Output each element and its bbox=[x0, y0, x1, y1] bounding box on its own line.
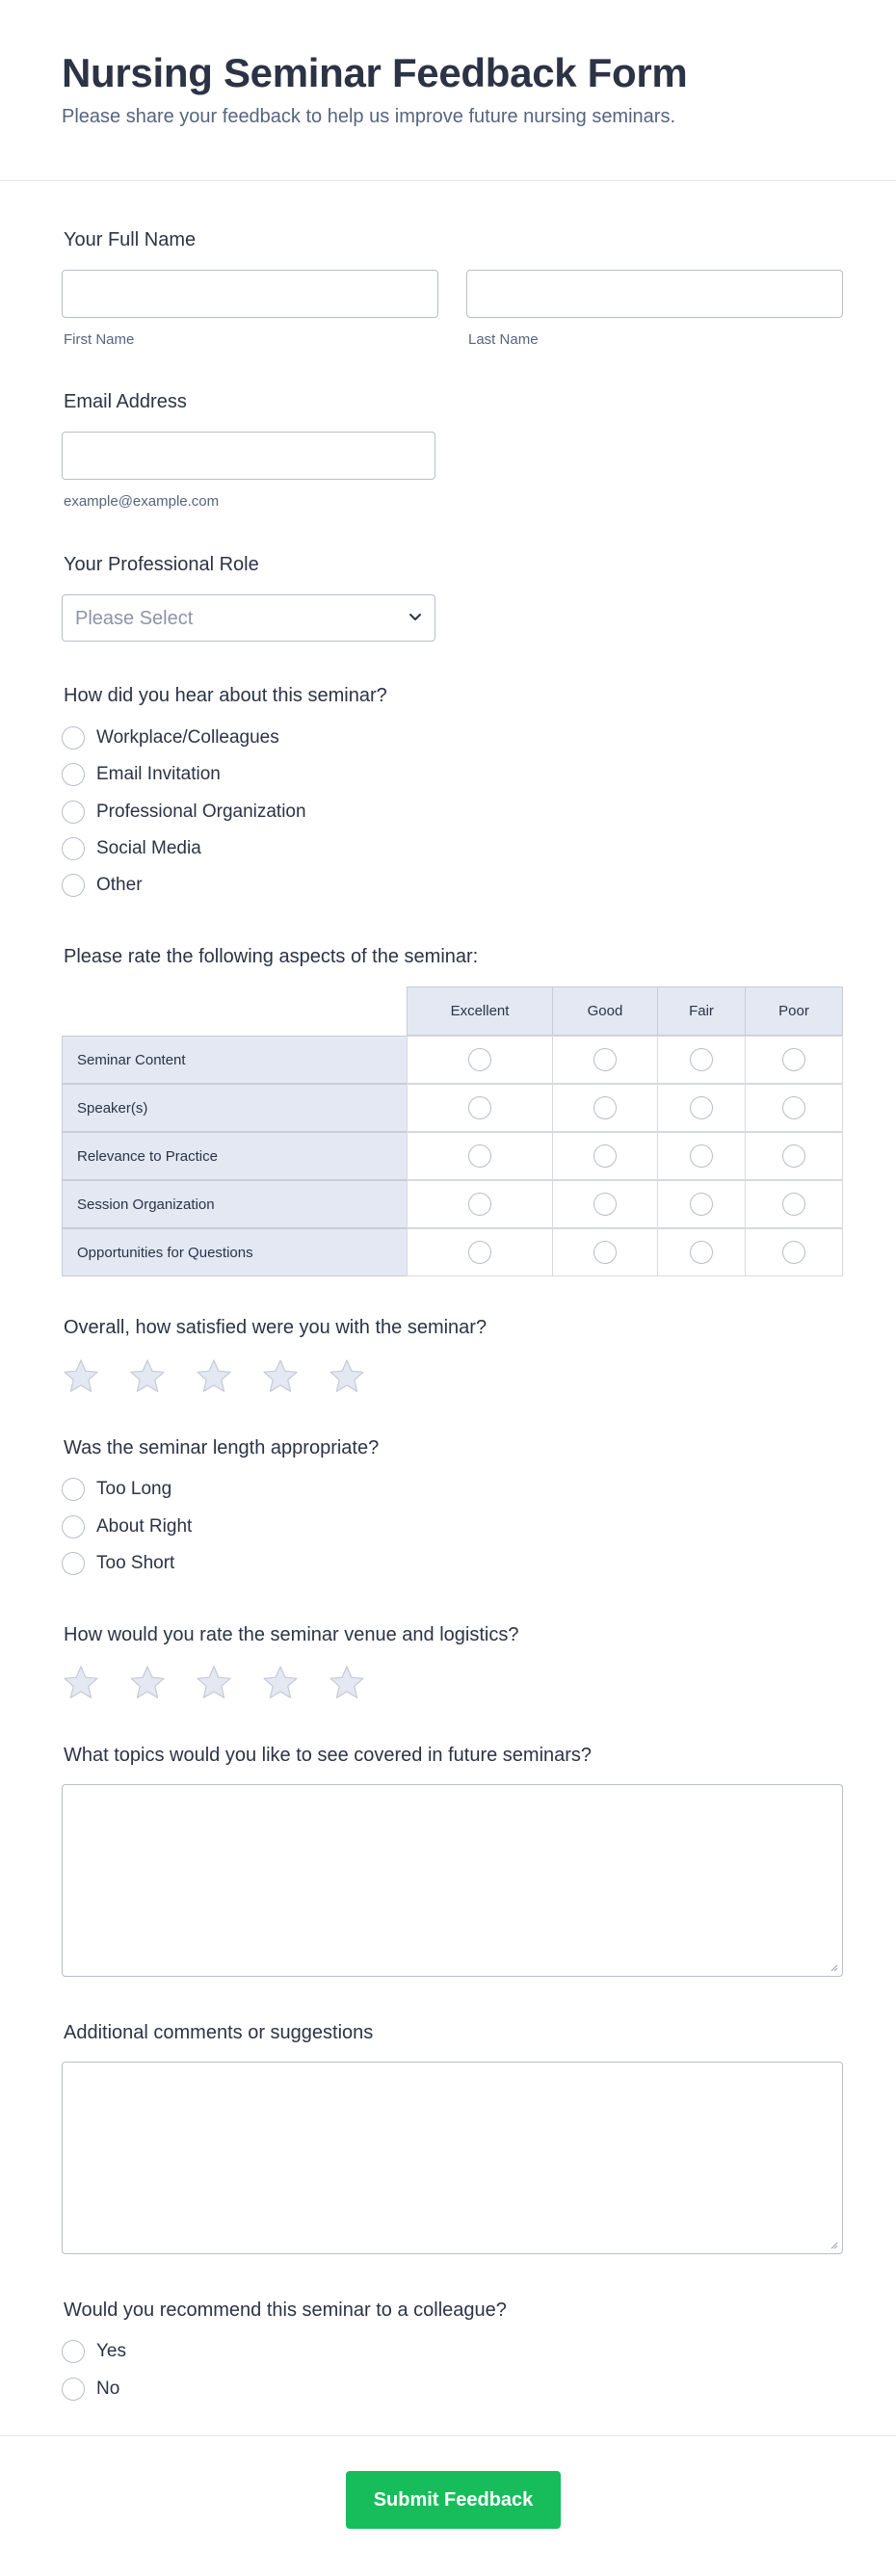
matrix-cell[interactable] bbox=[552, 1228, 658, 1276]
matrix-radio-button[interactable] bbox=[593, 1096, 617, 1119]
matrix-radio-button[interactable] bbox=[468, 1048, 491, 1071]
matrix-radio-button[interactable] bbox=[782, 1048, 805, 1071]
matrix-cell[interactable] bbox=[745, 1084, 843, 1132]
resize-grip-icon[interactable] bbox=[829, 1962, 838, 1972]
radio-button[interactable] bbox=[62, 763, 85, 786]
matrix-cell[interactable] bbox=[552, 1180, 658, 1228]
role-select-value: Please Select bbox=[75, 608, 194, 629]
heard-about-label: How did you hear about this seminar? bbox=[64, 685, 387, 706]
chevron-down-icon bbox=[406, 607, 425, 626]
rating-matrix-label: Please rate the following aspects of the seminar: bbox=[64, 946, 479, 967]
star-icon[interactable] bbox=[261, 1357, 300, 1396]
full-name-label: Your Full Name bbox=[64, 229, 197, 250]
matrix-cell[interactable] bbox=[407, 1084, 553, 1132]
matrix-radio-button[interactable] bbox=[593, 1144, 617, 1168]
matrix-cell[interactable] bbox=[552, 1084, 658, 1132]
recommend-option[interactable] bbox=[62, 2376, 119, 2403]
matrix-column-header: Excellent bbox=[407, 986, 553, 1036]
star-icon[interactable] bbox=[128, 1357, 167, 1396]
matrix-column-header: Good bbox=[552, 986, 658, 1036]
matrix-radio-button[interactable] bbox=[690, 1144, 713, 1168]
heard-about-option-label: Other bbox=[96, 875, 143, 895]
matrix-radio-button[interactable] bbox=[782, 1193, 805, 1216]
matrix-cell[interactable] bbox=[657, 1228, 746, 1276]
future-topics-textarea[interactable] bbox=[62, 1784, 843, 1977]
heard-about-option[interactable] bbox=[62, 835, 201, 862]
satisfaction-star-rating bbox=[62, 1357, 394, 1396]
star-icon[interactable] bbox=[328, 1664, 366, 1702]
matrix-row-label: Seminar Content bbox=[62, 1036, 408, 1084]
matrix-row-label: Opportunities for Questions bbox=[62, 1228, 408, 1276]
matrix-row-label: Session Organization bbox=[62, 1180, 408, 1228]
last-name-sublabel: Last Name bbox=[468, 331, 539, 348]
heard-about-option-label: Workplace/Colleagues bbox=[96, 727, 279, 748]
matrix-radio-button[interactable] bbox=[468, 1241, 491, 1264]
matrix-radio-button[interactable] bbox=[690, 1193, 713, 1216]
matrix-radio-button[interactable] bbox=[690, 1048, 713, 1071]
matrix-column-header: Poor bbox=[745, 986, 843, 1036]
matrix-cell[interactable] bbox=[745, 1036, 843, 1084]
length-option-label: About Right bbox=[96, 1516, 193, 1537]
star-icon[interactable] bbox=[195, 1357, 233, 1396]
heard-about-option[interactable] bbox=[62, 761, 221, 788]
radio-button[interactable] bbox=[62, 801, 85, 824]
comments-label: Additional comments or suggestions bbox=[64, 2022, 374, 2043]
matrix-cell[interactable] bbox=[657, 1180, 746, 1228]
heard-about-option[interactable] bbox=[62, 872, 143, 899]
matrix-cell[interactable] bbox=[745, 1132, 843, 1180]
matrix-row-label: Speaker(s) bbox=[62, 1084, 408, 1132]
length-label: Was the seminar length appropriate? bbox=[64, 1437, 380, 1459]
star-icon[interactable] bbox=[62, 1664, 100, 1702]
length-option-label: Too Short bbox=[96, 1553, 175, 1573]
radio-button[interactable] bbox=[62, 1515, 85, 1538]
matrix-radio-button[interactable] bbox=[593, 1241, 617, 1264]
radio-button[interactable] bbox=[62, 2340, 85, 2363]
email-input[interactable] bbox=[62, 432, 435, 480]
matrix-radio-button[interactable] bbox=[782, 1241, 805, 1264]
length-option[interactable] bbox=[62, 1513, 192, 1540]
resize-grip-icon[interactable] bbox=[829, 2240, 838, 2249]
heard-about-option-label: Email Invitation bbox=[96, 764, 221, 784]
email-sublabel: example@example.com bbox=[64, 493, 220, 510]
star-icon[interactable] bbox=[62, 1357, 100, 1396]
length-option[interactable] bbox=[62, 1476, 171, 1503]
radio-button[interactable] bbox=[62, 2378, 85, 2401]
role-select[interactable] bbox=[62, 594, 435, 642]
rating-matrix bbox=[62, 986, 843, 1275]
star-icon[interactable] bbox=[261, 1664, 300, 1702]
matrix-radio-button[interactable] bbox=[593, 1048, 617, 1071]
matrix-radio-button[interactable] bbox=[468, 1096, 491, 1119]
radio-button[interactable] bbox=[62, 1552, 85, 1575]
length-option-label: Too Long bbox=[96, 1479, 172, 1499]
star-icon[interactable] bbox=[328, 1357, 366, 1396]
matrix-radio-button[interactable] bbox=[782, 1144, 805, 1168]
comments-textarea[interactable] bbox=[62, 2062, 843, 2254]
first-name-sublabel: First Name bbox=[64, 331, 135, 348]
matrix-row-label: Relevance to Practice bbox=[62, 1132, 408, 1180]
last-name-input[interactable] bbox=[466, 270, 843, 318]
first-name-input[interactable] bbox=[62, 270, 438, 318]
recommend-option-label: Yes bbox=[96, 2341, 126, 2361]
heard-about-option[interactable] bbox=[62, 724, 279, 751]
recommend-option[interactable] bbox=[62, 2338, 126, 2365]
matrix-cell[interactable] bbox=[407, 1132, 553, 1180]
matrix-radio-button[interactable] bbox=[782, 1096, 805, 1119]
matrix-column-header: Fair bbox=[657, 986, 746, 1036]
matrix-cell[interactable] bbox=[407, 1228, 553, 1276]
heard-about-option[interactable] bbox=[62, 799, 306, 826]
radio-button[interactable] bbox=[62, 726, 85, 749]
form-subtitle: Please share your feedback to help us improve future nursing seminars. bbox=[62, 106, 676, 127]
heard-about-option-label: Professional Organization bbox=[96, 802, 306, 822]
form-header bbox=[0, 0, 896, 181]
venue-star-rating bbox=[62, 1664, 394, 1702]
matrix-cell[interactable] bbox=[657, 1036, 746, 1084]
role-label: Your Professional Role bbox=[64, 554, 259, 575]
email-label: Email Address bbox=[64, 391, 187, 412]
matrix-radio-button[interactable] bbox=[593, 1193, 617, 1216]
matrix-cell[interactable] bbox=[407, 1180, 553, 1228]
recommend-option-label: No bbox=[96, 2379, 120, 2399]
recommend-label: Would you recommend this seminar to a colleague? bbox=[64, 2300, 507, 2321]
matrix-cell[interactable] bbox=[745, 1228, 843, 1276]
form-title: Nursing Seminar Feedback Form bbox=[62, 50, 688, 95]
heard-about-option-label: Social Media bbox=[96, 838, 201, 858]
submit-button[interactable]: Submit Feedback bbox=[346, 2471, 561, 2529]
matrix-cell[interactable] bbox=[657, 1132, 746, 1180]
matrix-radio-button[interactable] bbox=[468, 1144, 491, 1168]
matrix-cell[interactable] bbox=[407, 1036, 553, 1084]
matrix-cell[interactable] bbox=[552, 1132, 658, 1180]
matrix-cell[interactable] bbox=[552, 1036, 658, 1084]
footer-divider bbox=[0, 2435, 896, 2436]
matrix-cell[interactable] bbox=[657, 1084, 746, 1132]
venue-label: How would you rate the seminar venue and logistics? bbox=[64, 1624, 519, 1645]
matrix-radio-button[interactable] bbox=[468, 1193, 491, 1216]
matrix-cell[interactable] bbox=[745, 1180, 843, 1228]
star-icon[interactable] bbox=[195, 1664, 233, 1702]
matrix-radio-button[interactable] bbox=[690, 1241, 713, 1264]
satisfaction-label: Overall, how satisfied were you with the seminar? bbox=[64, 1317, 488, 1338]
radio-button[interactable] bbox=[62, 837, 85, 860]
future-topics-label: What topics would you like to see covered in future seminars? bbox=[64, 1745, 593, 1766]
radio-button[interactable] bbox=[62, 1478, 85, 1501]
length-option[interactable] bbox=[62, 1550, 174, 1577]
matrix-radio-button[interactable] bbox=[690, 1096, 713, 1119]
star-icon[interactable] bbox=[128, 1664, 167, 1702]
radio-button[interactable] bbox=[62, 874, 85, 897]
